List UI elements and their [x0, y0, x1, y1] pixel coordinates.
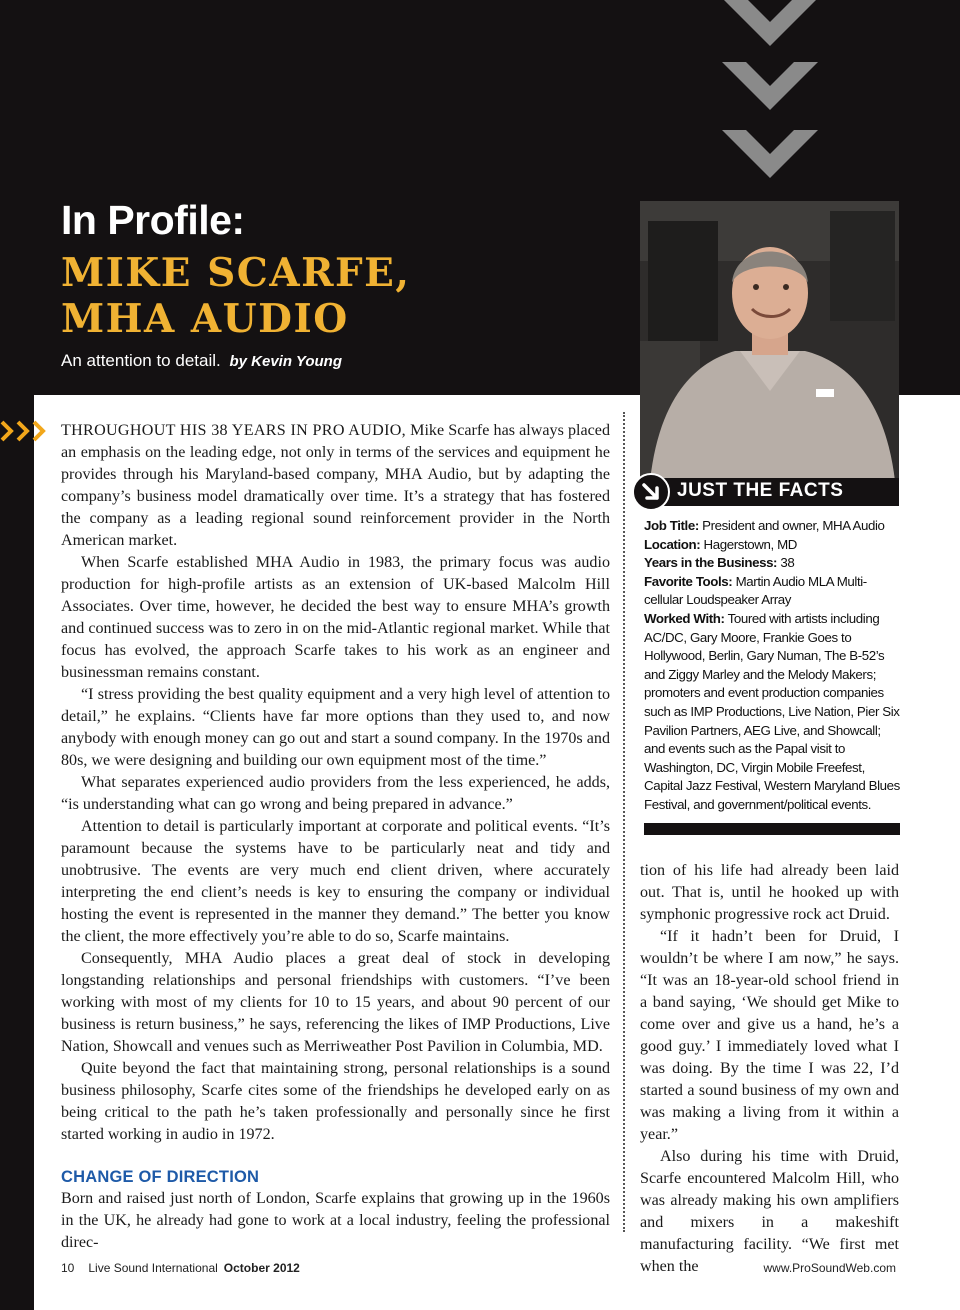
chevron-down-icon — [722, 130, 818, 180]
column-divider — [623, 412, 625, 1232]
subtitle-text: An attention to detail. — [61, 351, 221, 370]
fact-label: Worked With: — [644, 610, 725, 626]
byline: by Kevin Young — [229, 353, 342, 370]
fact-value: Martin Audio MLA Multi-cellular Loudspeaker Array — [644, 573, 867, 608]
article-paragraph: Also during his time with Druid, Scarfe encountered Malcolm Hill, who was already making his own amplifiers and mixers in a makeshift manufacturing facility. “We first met when the — [640, 1148, 899, 1275]
title-in-profile: In Profile: — [61, 197, 245, 243]
article-paragraph: “If it hadn’t been for Druid, I wouldn’t be where I am now,” he says. “It was an 18-year-old school friend in a band saying, ‘We should get Mike to come over and give us a hand, he’s a good guy.’ I immediately loved what I was doing. By the time I was 22, I’d started a sound business of my own and was making a living from it within a year.” — [640, 928, 899, 1143]
fact-item — [644, 610, 900, 815]
fact-item — [644, 517, 900, 536]
website-link: www.ProSoundWeb.com — [763, 1261, 896, 1275]
chevron-down-icon — [722, 0, 818, 48]
fact-item — [644, 573, 900, 610]
facts-heading: JUST THE FACTS — [677, 480, 844, 501]
fact-value: 38 — [777, 555, 795, 571]
facts-end-bar — [644, 823, 900, 835]
article-paragraph: tion of his life had already been laid out. That is, until he hooked up with symphonic progressive rock act Druid. — [640, 862, 899, 923]
facts-list — [644, 517, 900, 815]
arrow-circle-icon — [632, 473, 670, 511]
page-number: 10 — [61, 1261, 75, 1275]
fact-value: Toured with artists including AC/DC, Gary Moore, Frankie Goes to Hollywood, Berlin, Gary Numan, The B-52’s and Ziggy Marley and the Melody Makers; promoters and event production companies such as IMP Productions, Live Nation, Pier Six Pavilion Partners, AEG Live, and Showcall; and events such as the Papal visit to Washington, DC, Virgin Mobile Freefest, Capital Jazz Festival, Western Maryland Blues Festival, and government/political events. — [644, 610, 900, 812]
article-paragraph: “I stress providing the best quality equipment and a very high level of attention to detail,” he explains. “Clients have far more options than they used to, and now anybody with enough money can go out and start a sound company. In the 1970s and 80s, we were designing and building our own equipment most of the time.” — [61, 686, 610, 769]
fact-label: Location: — [644, 536, 701, 552]
fact-value: President and owner, MHA Audio — [698, 518, 885, 533]
fact-label: Job Title: — [644, 518, 699, 533]
triple-chevron-right-icon — [0, 418, 56, 444]
fact-item — [644, 536, 900, 555]
article-paragraph: THROUGHOUT HIS 38 YEARS IN PRO AUDIO, Mike Scarfe has always placed an emphasis on the leading edge, not only in terms of the services and equipment he provides through his Maryland-based company, MHA Audio, but by adapting the company’s business model dramatically over time. It’s a strategy that has fostered the company as a leading regional sound reinforcement provider in the North American market. — [61, 422, 610, 549]
fact-label: Years in the Business: — [644, 555, 778, 571]
title-name: MIKE SCARFE, — [61, 250, 411, 296]
portrait-photo — [640, 201, 899, 481]
chevron-down-icon — [722, 62, 818, 112]
lead-in: THROUGHOUT HIS 38 YEARS IN PRO AUDIO, — [61, 422, 406, 439]
left-margin-strip — [0, 395, 34, 1310]
article-paragraph: When Scarfe established MHA Audio in 1983, the primary focus was audio production for high-profile artists as an extension of UK-based Malcolm Hill Associates. Over time, however, he decided the best way to ensure MHA’s growth and continued success was to zero in on the mid-Atlantic regional market. While that focus has evolved, the approach Scarfe takes to his work as an engineer and businessman remains constant. — [61, 554, 610, 681]
fact-label: Favorite Tools: — [644, 573, 733, 589]
section-heading: CHANGE OF DIRECTION — [61, 1168, 260, 1186]
subtitle — [61, 351, 342, 371]
article-paragraph: Attention to detail is particularly important at corporate and political events. “It’s paramount because the systems have to be particularly neat and tidy and unobtrusive. The events are very much end client driven, where accurately interpreting the end client’s needs is key to ensuring the company or individual hosting the event is represented in the manner they demand.” The better you know the client, the more effectively you’re able to do so, Scarfe maintains. — [61, 818, 610, 945]
article-paragraph: Quite beyond the fact that maintaining strong, personal relationships is a sound business philosophy, Scarfe cites some of the friendships he developed early on as being critical to the path he’s taken professionally and personally since he first started working in audio in 1972. — [61, 1060, 610, 1143]
article-paragraph: What separates experienced audio providers from the less experienced, he adds, “is understanding what can go wrong and being prepared in advance.” — [61, 774, 610, 813]
fact-value: Hagerstown, MD — [700, 536, 797, 552]
article-paragraph: Born and raised just north of London, Scarfe explains that growing up in the 1960s in the UK, he already had gone to work at a local industry, feeling the professional direc- — [61, 1190, 610, 1251]
issue-date: October 2012 — [223, 1261, 300, 1275]
fact-item — [644, 554, 900, 573]
title-company: MHA AUDIO — [61, 296, 349, 342]
magazine-name: Live Sound International — [88, 1261, 218, 1275]
article-paragraph: Consequently, MHA Audio places a great deal of stock in developing longstanding relationships and personal friendships with customers. “I’ve been working with most of my clients for 10 to 15 years, and about 90 percent of our business is return business,” he says, referencing the likes of IMP Productions, Live Nation, Showcall and venues such as Merriweather Post Pavilion in Columbia, MD. — [61, 950, 610, 1055]
article-column-right — [640, 860, 899, 1278]
page-footer — [61, 1261, 300, 1275]
article-column-left — [61, 420, 610, 1254]
